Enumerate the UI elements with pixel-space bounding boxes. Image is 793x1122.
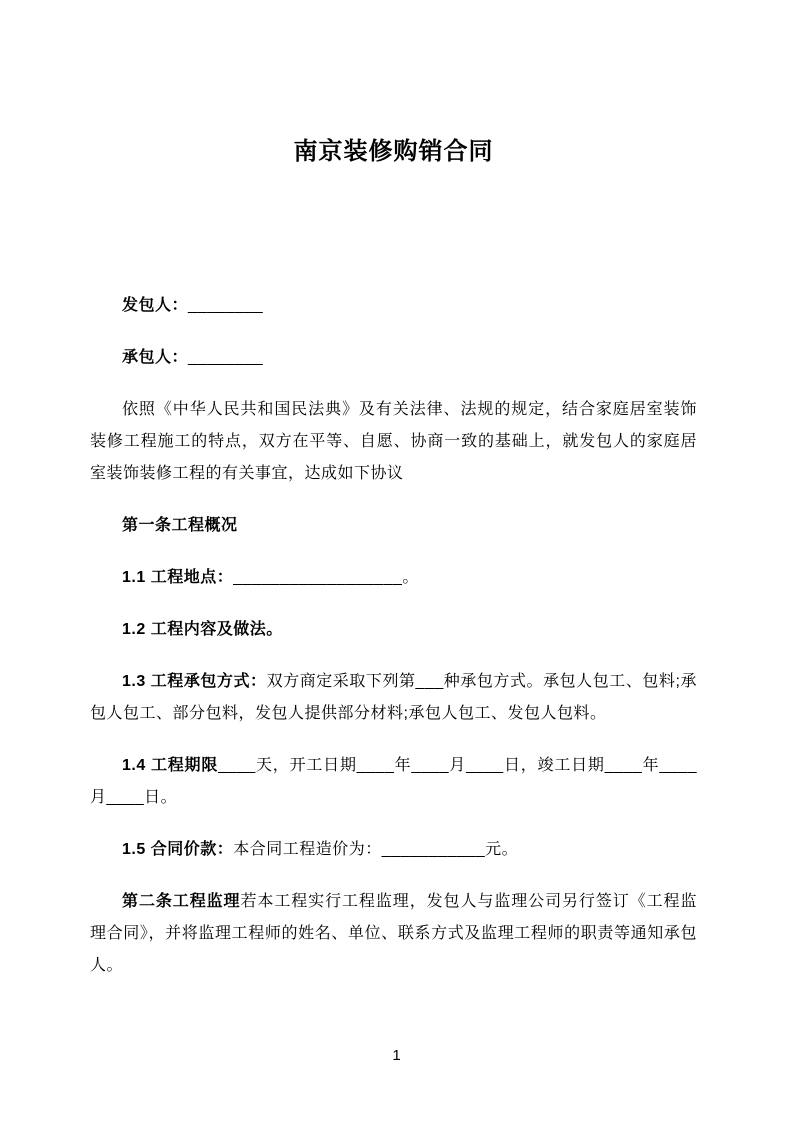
item-1-3-text: 双方商定采取下列第___种承包方式。承包人包工、包料;承包人包工、部分包料，发包人提供部分材料;承包人包工、发包人包料。: [90, 673, 697, 722]
item-1-1-blank: __________________。: [233, 569, 419, 586]
item-1-5-text: 本合同工程造价为：___________元。: [233, 841, 519, 858]
clause-2-paragraph: [90, 886, 697, 982]
intro-text: 依照《中华人民共和国民法典》及有关法律、法规的规定，结合家庭居室装饰装修工程施工的特点，双方在平等、自愿、协商一致的基础上，就发包人的家庭居室装饰装修工程的有关事宜，达成如下协议: [90, 401, 697, 482]
contractor-label: 承包人：: [122, 349, 189, 366]
contractor-blank: ________: [188, 349, 264, 366]
clause-2-text: 若本工程实行工程监理，发包人与监理公司另行签订《工程监理合同》，并将监理工程师的姓名、单位、联系方式及监理工程师的职责等通知承包人。: [90, 893, 697, 974]
document-title: 南京装修购销合同: [293, 138, 494, 165]
intro-paragraph: [90, 394, 697, 490]
page-number: 1: [392, 1047, 401, 1064]
item-1-5-label: 1.5 合同价款：: [122, 841, 234, 858]
item-1-3: [90, 666, 697, 730]
item-1-1-label: 1.1 工程地点：: [122, 569, 234, 586]
item-1-4: [90, 750, 697, 814]
clause-1-heading-text: 第一条工程概况: [122, 517, 238, 534]
party-line-employer: [90, 290, 697, 322]
clause-1-heading: [90, 510, 697, 542]
clause-2-label: 第二条工程监理: [122, 893, 241, 910]
item-1-3-label: 1.3 工程承包方式：: [122, 673, 267, 690]
item-1-2-label: 1.2 工程内容及做法。: [122, 621, 283, 638]
item-1-2: [90, 614, 697, 646]
employer-blank: ________: [188, 297, 264, 314]
party-line-contractor: [90, 342, 697, 374]
item-1-4-label: 1.4 工程期限: [122, 757, 219, 774]
item-1-4-text: ____天，开工日期____年____月____日，竣工日期____年____月____日。: [90, 757, 697, 806]
employer-label: 发包人：: [122, 297, 189, 314]
item-1-5: [90, 834, 697, 866]
item-1-1: [90, 562, 697, 594]
